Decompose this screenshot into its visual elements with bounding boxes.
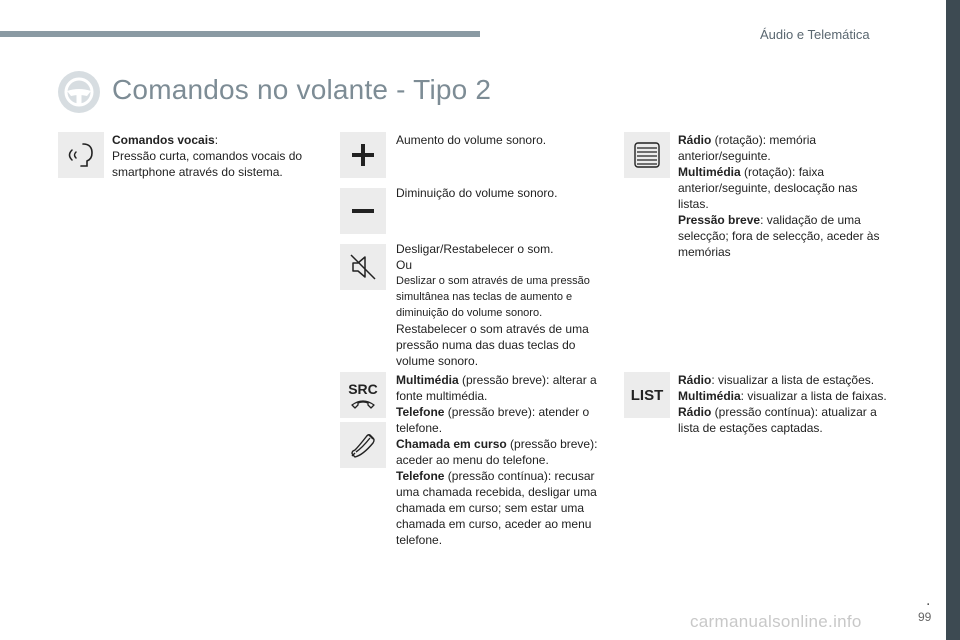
phone-icon bbox=[349, 431, 377, 459]
plus-icon bbox=[350, 142, 376, 168]
voice-command-icon bbox=[66, 140, 96, 170]
volume-down-button[interactable] bbox=[340, 188, 386, 234]
volume-down-description: Diminuição do volume sonoro. bbox=[396, 186, 558, 200]
page-title: Comandos no volante - Tipo 2 bbox=[112, 74, 492, 105]
side-strip bbox=[946, 0, 960, 640]
steering-wheel-icon bbox=[58, 71, 100, 113]
thumbwheel-control[interactable] bbox=[624, 132, 670, 178]
mute-icon bbox=[348, 252, 378, 282]
list-button[interactable] bbox=[624, 372, 670, 418]
list-label: LIST bbox=[630, 386, 664, 404]
minus-icon bbox=[350, 198, 376, 224]
voice-command-description: Comandos vocais: Pressão curta, comandos vocais do smartphone através do sistema. bbox=[112, 133, 303, 179]
thumbwheel-icon bbox=[632, 140, 662, 170]
watermark: carmanualsonline.info bbox=[690, 612, 862, 631]
section-header: Áudio e Telemática bbox=[760, 27, 870, 42]
top-bar bbox=[0, 31, 480, 37]
phone-button[interactable] bbox=[340, 422, 386, 468]
src-label: SRC bbox=[348, 380, 378, 397]
page-number: 99 bbox=[918, 610, 932, 624]
volume-up-description: Aumento do volume sonoro. bbox=[396, 133, 547, 147]
volume-up-button[interactable] bbox=[340, 132, 386, 178]
voice-command-button[interactable] bbox=[58, 132, 104, 178]
src-button[interactable] bbox=[340, 372, 386, 418]
mute-description: Desligar/Restabelecer o som. Ou Deslizar o som através de uma pressão simultânea nas teclas de aumento e diminuição do volume sonoro. Restabelecer o som através de uma pressão numa das duas teclas do volume sonoro. bbox=[396, 242, 590, 368]
src-phone-description: Multimédia (pressão breve): alterar a fonte multimédia. Telefone (pressão breve): atender o telefone. Chamada em curso (pressão breve): aceder ao menu do telefone. Telefone (pressão contínua): recusar uma chamada recebida, desligar uma chamada em curso; sem estar uma chamada em curso, aceder ao menu telefone. bbox=[396, 373, 598, 547]
phone-hangup-icon bbox=[349, 397, 377, 409]
thumbwheel-description: Rádio (rotação): memória anterior/seguinte. Multimédia (rotação): faixa anterior/seguinte, deslocação nas listas. Pressão breve: validação de uma selecção; fora de selecção, aceder às memórias bbox=[678, 133, 880, 259]
mute-button[interactable] bbox=[340, 244, 386, 290]
list-description: Rádio: visualizar a lista de estações. Multimédia: visualizar a lista de faixas. Rádio (pressão contínua): atualizar a lista de estações captadas. bbox=[678, 373, 887, 435]
footer-dot: . bbox=[926, 592, 931, 609]
